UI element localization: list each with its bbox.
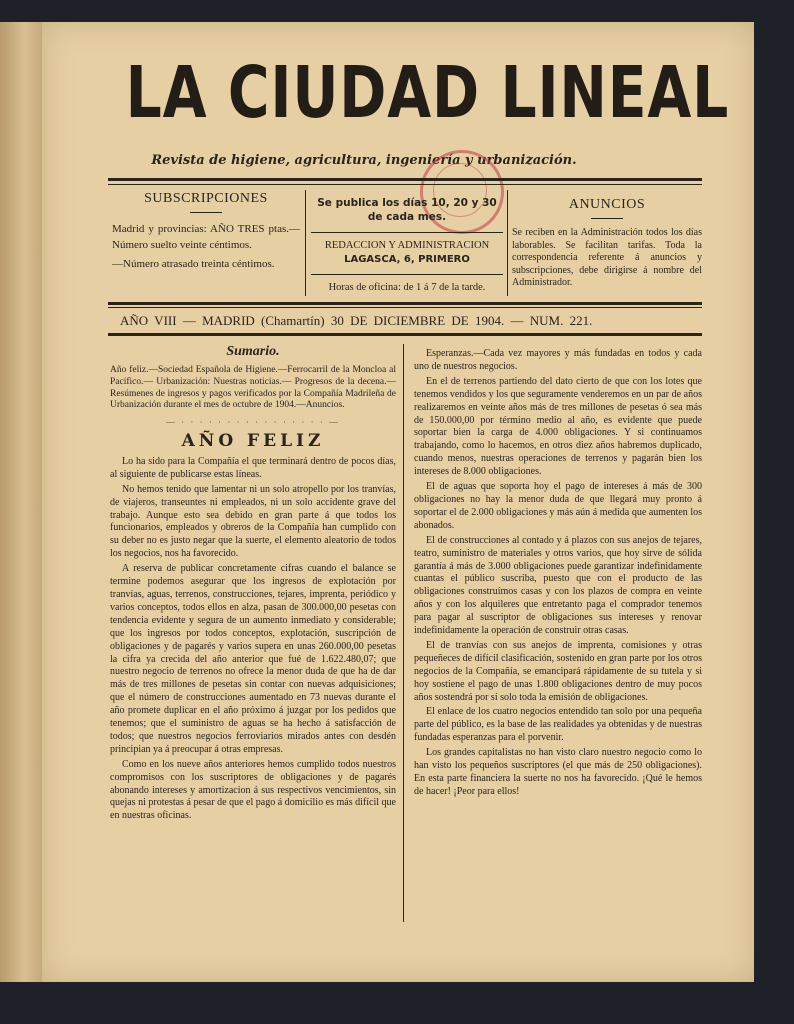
right-paragraph-5: El de tranvías con sus anejos de imprenta, comisiones y otras pequeñeces de difícil clasificación, sostenido en gran parte por los otros negocios de la Compañía, se emancipará rápidamente de su tutela y si hoy sostiene el pago de unas 1.800 obligaciones dentro de muy pocos años sostendrá por sí solo toda la emisión de obligaciones. [414,639,702,703]
subscriptions-line1: Madrid y provincias: AÑO TRES ptas.—Número suelto veinte céntimos. [112,223,300,251]
binding-spine [0,22,44,982]
body-column-divider [403,344,404,922]
dateline-top-rule [108,302,702,305]
ads-dash [591,218,623,219]
left-paragraph-1: Lo ha sido para la Compañía el que terminará dentro de pocos días, al siguiente de publicarse estas líneas. [110,455,396,480]
sumario-text: Año feliz.—Sociedad Española de Higiene.—Ferrocarril de la Moncloa al Pacífico.— Urbanización: Nuestras noticias.— Progresos de la decena.— Resúmenes de ingresos y pagos verificados por la Compañía Madrileña de Urbanización durante el mes de octubre de 1904.—Anuncios. [110,364,396,411]
header-col-divider-2 [507,190,508,296]
right-paragraph-2: En el de terrenos partiendo del dato cierto de que con los lotes que tenemos vendidos y los que seguramente venderemos en un par de años realizaremos en veinte años más de tres millones de pesetas ó sea más de 150.000,00 por término medio al año, es evidente que puede soportar bien la carga de 4.000 obligaciones. Y si continuamos trabajando, como lo hacemos, en otros diez años habremos duplicado, cuando menos, nuestras operaciones de terrenos y pagarán bien los intereses de 8.000 obligaciones. [414,375,702,478]
right-paragraph-3: El de aguas que soporta hoy el pago de intereses á más de 300 obligaciones no hay la menor duda de que llegará muy pronto á soportar el de 2.000 obligaciones y más aún á medida que aumenten los abonados. [414,481,702,531]
publication-office: REDACCION Y ADMINISTRACION [324,240,490,251]
header-top-rule [108,178,702,181]
publication-rule-2 [311,274,503,275]
subscriptions-block [112,192,300,272]
left-paragraph-2: No hemos tenido que lamentar ni un solo atropello por los tranvías, de viajeros, transeuntes ni empleados, ni un solo accidente grave del trabajo. Aunque esto sea debido en gran parte á que todos los funcionarios, empleados y obreros de la Compañía han cumplido con su deber no es justo negar que la suerte, el elemento aleatorio de todos los negocios, nos ha favorecido. [110,483,396,560]
right-paragraph-6: El enlace de los cuatro negocios entendido tan solo por una pequeña parte del público, es la base de las realidades ya obtenidas y de nuestras fundadas esperanzas para el porvenir. [414,706,702,744]
dateline-bottom-rule [108,333,702,336]
sumario-title: Sumario. [226,344,280,359]
publication-address: LAGASCA, 6, PRIMERO [344,254,470,265]
article-title: AÑO FELIZ [181,431,325,451]
ads-text: Se reciben en la Administración todos los días laborables. Se facilitan tarifas. Toda la correspondencia referente á anuncios y subscripciones, debe dirigirse á nombre del Administrador. [512,227,702,288]
masthead-title: LA CIUDAD LINEAL [125,51,730,134]
subscriptions-dash [190,212,222,213]
ads-heading: ANUNCIOS [568,197,646,212]
right-paragraph-7: Los grandes capitalistas no han visto claro nuestro negocio como lo han visto los pequeños suscriptores (el que más de 250 obligaciones). En esta parte financiera la suerte no nos ha favorecido. ¡Qué le hemos de hacer! ¡Peor para ellos! [414,747,702,797]
publication-days: Se publica los días 10, 20 y 30 de cada mes. [317,197,497,223]
dateline-top-rule-thin [108,307,702,308]
left-paragraph-4: Como en los nueve años anteriores hemos cumplido todos nuestros compromisos con los suscriptores de obligaciones y de pagarés abonando intereses y amortizacion á sus respectivos vencimientos, sin quejas ni protestas á pesar de que el pago á domicilio es más difícil que en nuestras oficinas. [110,758,396,822]
right-paragraph-1: Esperanzas.—Cada vez mayores y más fundadas en todos y cada uno de nuestros negocios. [414,348,702,372]
right-column [414,348,702,801]
subscriptions-heading: SUBSCRIPCIONES [144,191,268,206]
publication-hours: Horas de oficina: de 1 á 7 de la tarde. [328,282,486,293]
publication-block [311,196,503,295]
left-paragraph-3: A reserva de publicar concretamente cifras cuando el balance se termine podemos asegurar que los ingresos de explotación por tranvías, aguas, terrenos, construcciones, tejares, imprenta, periódico y varios conceptos, todos ellos en alza, pasan de 300.000,00 pesetas con tendencia evidente y segura de un aumento inmediato y considerable; que los ingresos por todos conceptos, explotación, suscripción de obligaciones y de pagarés y varios supera en unas 260.000,00 pesetas la cifra ya crecida del año anterior que fué de 1.622.480,07; que nuestro negocio de terrenos no ofrece la menor duda de que ha de dar más de tres millones de pesetas sin contar con nuevas adquisiciones; que el número de construcciones aumentado en 73 nuevas durante el año promete duplicar en el año próximo á juzgar por los pedidos que tenemos; que el suministro de aguas se ha hecho á satisfacción de todos; que nuestros negocios ferroviarios mirados antes con desdén principian ya á preocupar á otras empresas. [110,563,396,755]
masthead-subtitle: Revista de higiene, agricultura, ingeniería y urbanización. [151,153,577,168]
dateline-number: NUM. 221. [529,313,593,328]
left-column [110,344,396,825]
ornament-divider: — · · · · · · · · · · · · · · · · — [165,417,341,428]
subscriptions-line2: —Número atrasado treinta céntimos. [112,258,275,270]
ads-block [512,198,702,290]
header-top-rule-thin [108,184,702,185]
dateline: AÑO VIII — MADRID (Chamartín) 30 DE DICIEMBRE DE 1904. — NUM. 221. [120,313,593,328]
dateline-year: AÑO VIII [120,313,177,328]
right-paragraph-4: El de construcciones al contado y á plazos con sus anejos de tejares, teatro, suministro de materiales y otros varios, que hoy sirve de sólida garantía á más de 3.000 obligaciones puede garantizar indefinidamente cuantas el público suscriba, puesto que con el producto de las obligaciones construímos casas y con los plazos de compra en veinte años y con los alquileres que entretanto paga el comprador tenemos para pagar al suscriptor de obligaciones sus intereses y renovar indefinidamente la operación de construir otras casas. [414,534,702,637]
dateline-place: MADRID (Chamartín) 30 DE DICIEMBRE DE 1904. [202,313,505,328]
header-col-divider-1 [305,190,306,296]
publication-rule-1 [311,232,503,233]
